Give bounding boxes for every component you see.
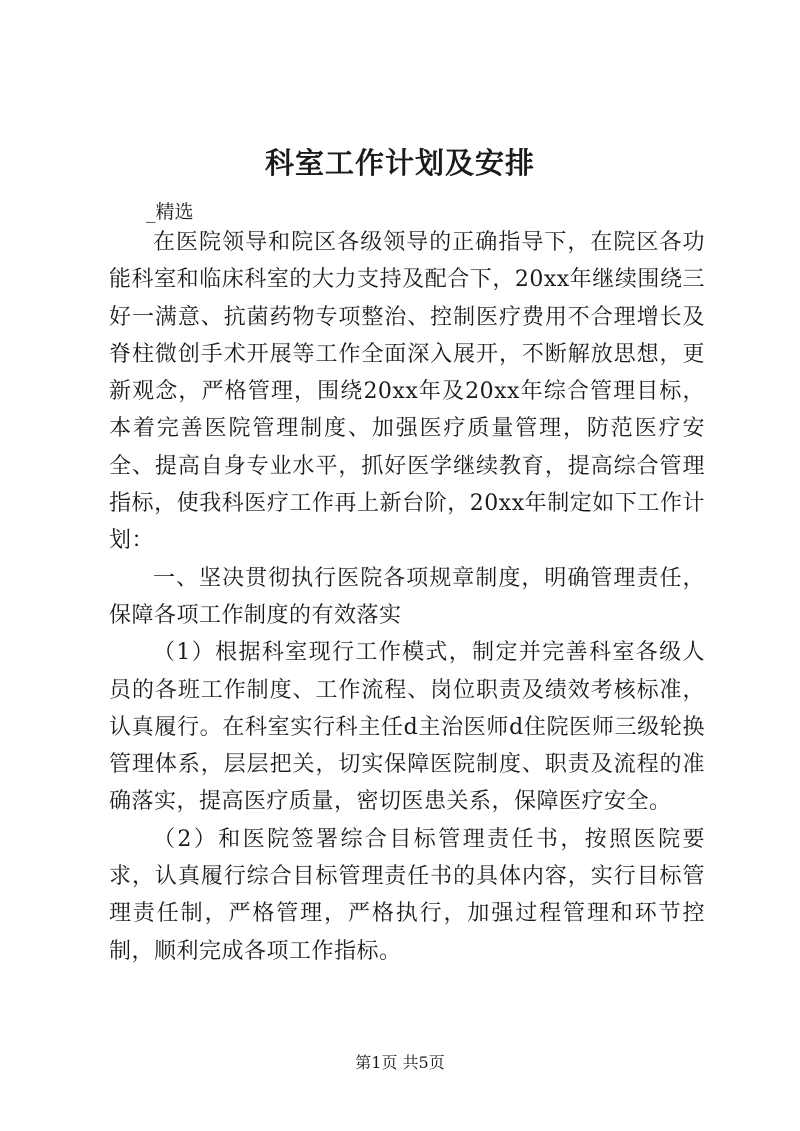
paragraph-item-2: （2）和医院签署综合目标管理责任书，按照医院要求，认真履行综合目标管理责任书的具体内容，实行目标管理责任制，严格管理，严格执行，加强过程管理和环节控制，顺利完成各项工作指标。 <box>109 826 705 964</box>
document-title: 科室工作计划及安排 <box>264 146 535 180</box>
document-body <box>109 224 705 970</box>
paragraph-section-1-heading: 一、坚决贯彻执行医院各项规章制度，明确管理责任，保障各项工作制度的有效落实 <box>109 565 705 628</box>
page-footer: 第1页 共5页 <box>355 1053 445 1072</box>
paragraph-item-1: （1）根据科室现行工作模式，制定并完善科室各级人员的各班工作制度、工作流程、岗位职责及绩效考核标准，认真履行。在科室实行科主任d主治医师d住院医师三级轮换管理体系，层层把关，切实保障医院制度、职责及流程的准确落实，提高医疗质量，密切医患关系，保障医疗安全。 <box>109 640 705 815</box>
paragraph-intro: 在医院领导和院区各级领导的正确指导下，在院区各功能科室和临床科室的大力支持及配合下，20xx年继续围绕三好一满意、抗菌药物专项整治、控制医疗费用不合理增长及脊柱微创手术开展等工作全面深入展开，不断解放思想，更新观念，严格管理，围绕20xx年及20xx年综合管理目标，本着完善医院管理制度、加强医疗质量管理，防范医疗安全、提高自身专业水平，抓好医学继续教育，提高综合管理指标，使我科医疗工作再上新台阶，20xx年制定如下工作计划： <box>109 230 705 554</box>
document-subtitle: _精选 <box>146 201 194 223</box>
